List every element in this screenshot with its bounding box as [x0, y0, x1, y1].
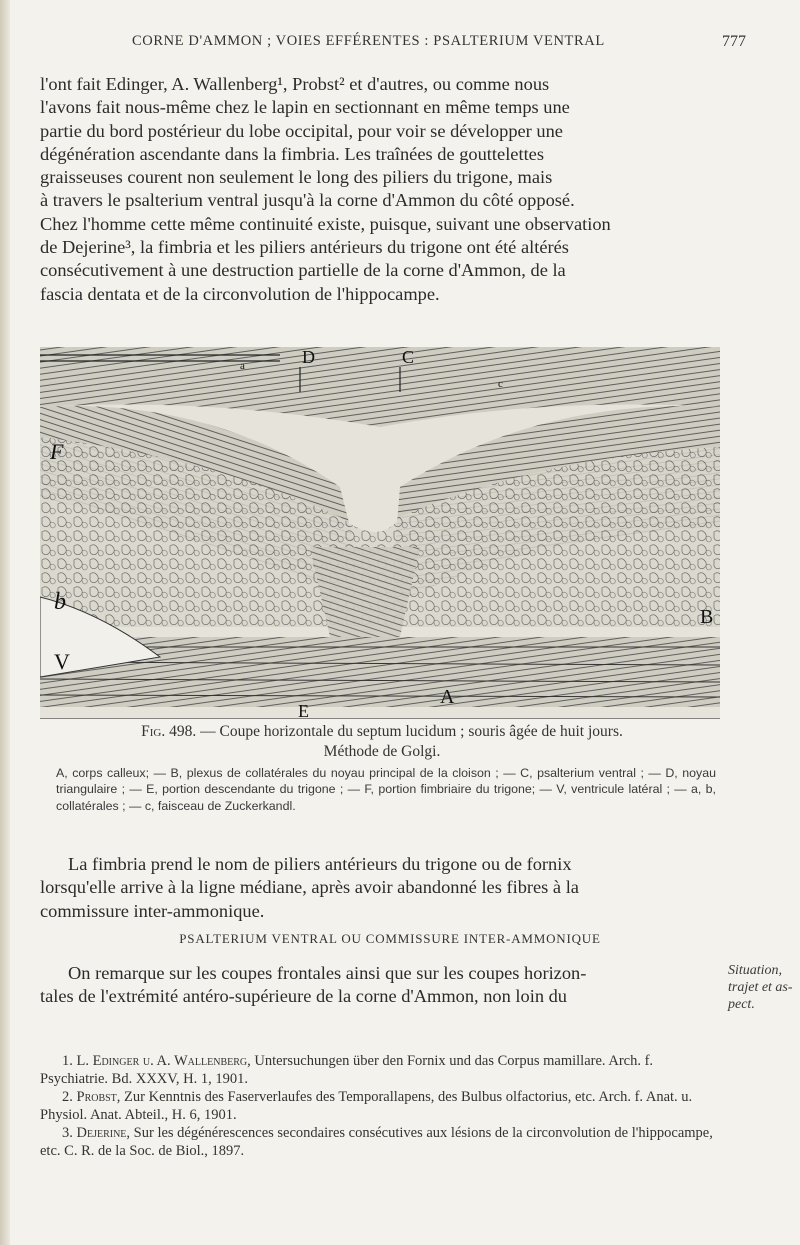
figure-number: Fig. 498. — [141, 723, 197, 740]
text-line: l'ont fait Edinger, A. Wallenberg¹, Probst² et d'autres, ou comme nous — [40, 74, 550, 94]
text-line: fascia dentata et de la circonvolution de l'hippocampe. — [40, 283, 440, 304]
paragraph-fimbria-degeneration — [40, 73, 716, 306]
text-line: partie du bord postérieur du lobe occipital, pour voir se développer une — [40, 120, 563, 141]
margin-note-line: pect. — [728, 997, 755, 1012]
label-B: B — [700, 606, 714, 628]
text-line: commissure inter-ammonique. — [40, 900, 265, 921]
text-line: Chez l'homme cette même continuité existe, puisque, suivant une observation — [40, 213, 611, 234]
histology-illustration — [40, 347, 720, 719]
text-line: On remarque sur les coupes frontales ainsi que sur les coupes horizon- — [68, 963, 587, 983]
margin-note — [728, 962, 800, 1013]
text-line: consécutivement à une destruction partielle de la corne d'Ammon, de la — [40, 260, 566, 281]
text-line: à travers le psalterium ventral jusqu'à la corne d'Ammon du côté opposé. — [40, 190, 575, 211]
footnote-text: Untersuchungen über den Fornix und das Corpus mamillare. Arch. f. Psychiatrie. Bd. XXXV, H. 1, 1901. — [40, 1053, 654, 1088]
footnote-1 — [40, 1052, 716, 1088]
caption-title: — Coupe horizontale du septum lucidum ; souris âgée de huit jours. — [196, 723, 623, 740]
label-E: E — [298, 701, 309, 719]
label-F: F — [50, 439, 64, 464]
footnote-author: 1. L. Edinger u. A. Wallenberg, — [62, 1053, 251, 1069]
running-head: CORNE D'AMMON ; VOIES EFFÉRENTES : PSALTERIUM VENTRAL — [132, 33, 605, 49]
footnote-author: 2. Probst, — [62, 1089, 121, 1106]
margin-note-line: trajet et as- — [728, 980, 793, 995]
label-A: A — [440, 686, 455, 708]
label-a: a — [240, 360, 245, 372]
text-line: lorsqu'elle arrive à la ligne médiane, après avoir abandonné les fibres à la — [40, 877, 579, 898]
text-line: dégénération ascendante dans la fimbria. Les traînées de gouttelettes — [40, 143, 545, 164]
text-line: l'avons fait nous-même chez le lapin en sectionnant en même temps une — [40, 97, 570, 118]
text-line: tales de l'extrémité antéro-supérieure de la corne d'Ammon, non loin du — [40, 986, 568, 1007]
figure-caption — [72, 722, 692, 762]
text-line: La fimbria prend le nom de piliers antérieurs du trigone ou de fornix — [68, 854, 572, 874]
margin-note-line: Situation, — [728, 963, 783, 978]
paragraph-psalterium — [40, 962, 680, 1009]
text-line: graisseuses courent non seulement le long des piliers du trigone, mais — [40, 167, 553, 188]
footnote-text: Sur les dégénérescences secondaires consécutives aux lésions de la circonvolution de l'hippocampe, etc. C. R. de la Soc. de Biol., 1897. — [40, 1125, 713, 1160]
caption-line-2: Méthode de Golgi. — [323, 743, 441, 760]
label-c: c — [498, 378, 503, 390]
label-D: D — [302, 347, 315, 367]
figure-legend: A, corps calleux; — B, plexus de collatérales du noyau principal de la cloison ; — C, psalterium ventral ; — D, noyau triangulaire ; — E, portion descendante du trigone ; — F, portion fimbriaire du trigone; — V, ventricule latéral ; — a, b, collatérales ; — c, faisceau de Zuckerkandl. — [56, 766, 716, 813]
text-line: de Dejerine³, la fimbria et les piliers antérieurs du trigone ont été altérés — [40, 237, 569, 258]
page-number: 777 — [722, 33, 746, 50]
footnotes — [40, 1052, 716, 1161]
footnote-3 — [40, 1124, 716, 1160]
section-heading: PSALTERIUM VENTRAL OU COMMISSURE INTER-AMMONIQUE — [179, 931, 601, 946]
footnote-text: Zur Kenntnis des Faserverlaufes des Temporallapens, des Bulbus olfactorius, etc. Arch. f. Anat. u. Physiol. Anat. Abteil., H. 6, 1901. — [40, 1089, 693, 1124]
paragraph-fornix — [40, 853, 716, 923]
figure-498-septum-section — [40, 347, 720, 719]
footnote-2 — [40, 1088, 716, 1124]
page-header — [0, 33, 800, 55]
footnote-author: 3. Dejerine, — [62, 1125, 131, 1142]
label-C: C — [402, 347, 415, 367]
label-b: b — [54, 589, 66, 615]
label-V: V — [54, 649, 70, 674]
caption-line-1 — [72, 722, 692, 742]
